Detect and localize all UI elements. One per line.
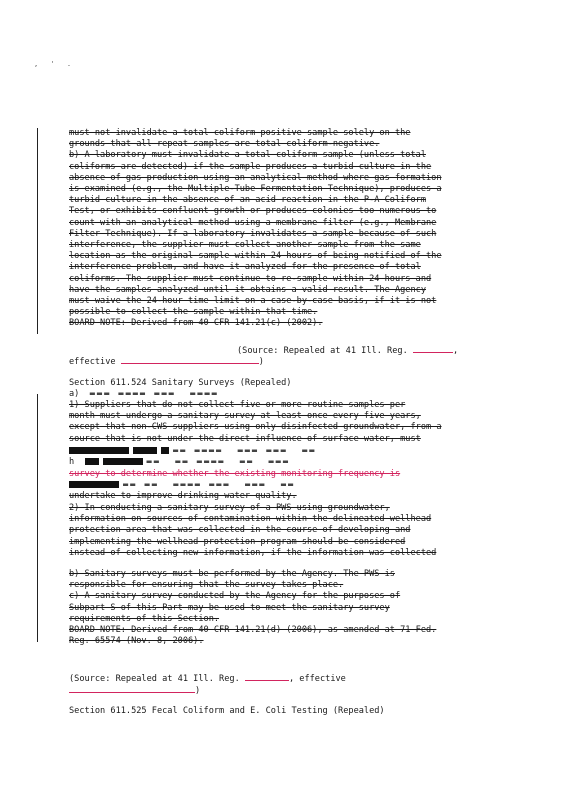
source-note-1: (Source: Repealed at 41 Ill. Reg. , xyxy=(237,346,459,356)
sec524b-line: protection area that was collected in the course of developing and xyxy=(69,525,411,536)
block1-line: possible to collect the sample within that time. xyxy=(69,307,318,318)
block1-line: interference, the supplier must collect another sample from the same xyxy=(69,240,421,250)
revision-bar xyxy=(37,394,38,642)
sec524a-line: source that is not under the direct influence of surface water, must xyxy=(69,433,421,444)
block1-line: b) A laboratory must invalidate a total coliform sample (unless total xyxy=(69,150,426,161)
block1-line: have the samples analyzed until it obtains a valid result. The Agency xyxy=(69,284,426,295)
sec524c-line: responsible for ensuring that the survey takes place. xyxy=(69,580,344,591)
sec524b-line: instead of collecting new information, if the information was collected xyxy=(69,547,437,558)
block1-line: Test, or exhibits confluent growth or produces colonies too numerous to xyxy=(69,206,437,217)
sec524c-line: requirements of this Section. xyxy=(69,613,220,624)
redacted-line-h: h ▬▬ ▬▬ ▬▬▬▬ ▬▬ ▬▬▬ xyxy=(69,457,291,467)
block1-line: absence of gas production using an analytical method where gas formation xyxy=(69,172,442,183)
sec524b-line: information on sources of contamination within the delineated wellhead xyxy=(69,514,432,525)
block1-line: must not invalidate a total coliform positive sample solely on the xyxy=(69,128,411,138)
revision-bar xyxy=(37,128,38,334)
sec524a-line: except that non-CWS suppliers using only disinfected groundwater, from a xyxy=(69,422,442,433)
redacted-line-2: ▬▬ ▬▬ ▬▬▬▬ ▬▬▬ ▬▬▬ ▬▬ xyxy=(69,480,509,490)
block1-line: coliforms are detected) if the sample produces a turbid culture in the xyxy=(69,161,432,172)
section-611-524-heading: Section 611.524 Sanitary Surveys (Repealed) xyxy=(69,378,292,388)
block1-line: must waive the 24-hour time limit on a case-by-case basis, if it is not xyxy=(69,296,437,306)
sec524c-line: c) A sanitary survey conducted by the Agency for the purposes of xyxy=(69,591,401,602)
block1-line: count with an analytical method using a membrane filter (e.g., Membrane xyxy=(69,217,437,228)
block1-line: grounds that all repeat samples are total coliform-negative. xyxy=(69,139,380,150)
redacted-line: ▬▬ ▬▬▬▬ ▬▬▬ ▬▬▬ ▬▬ xyxy=(69,446,509,456)
block1-line: location as the original sample within 24 hours of being notified of the xyxy=(69,251,442,262)
sec524a-line: 1) Suppliers that do not collect five or more routine samples per xyxy=(69,400,406,410)
item-a-line: a) ▬▬▬ ▬▬▬▬ ▬▬▬ ▬▬▬▬ xyxy=(69,389,219,399)
sec524b-line: 2) In conducting a sanitary survey of a PWS using groundwater, xyxy=(69,503,390,513)
undertake-line: undertake to improve drinking water quality. xyxy=(69,491,297,501)
block1-line: interference problem, and have it analyzed for the presence of total xyxy=(69,262,421,273)
sec524c-line: BOARD NOTE: Derived from 40 CFR 141.21(d) (2006), as amended at 71 Fed. xyxy=(69,625,437,635)
block1-line: Filter Technique). If a laboratory invalidates a sample because of such xyxy=(69,228,437,239)
block1-line: is examined (e.g., the Multiple-Tube Fermentation Technique), produces a xyxy=(69,184,442,194)
source-note-2-blank: ) xyxy=(69,684,509,696)
margin-marks: , ' . xyxy=(34,60,76,68)
sec524c-line: Reg. 65574 (Nov. 8, 2006). xyxy=(69,636,204,647)
source-note-2: (Source: Repealed at 41 Ill. Reg. , effective xyxy=(69,674,346,684)
inserted-red-line: survey to determine whether the existing monitoring frequency is xyxy=(69,469,401,479)
block1-line: coliforms. The supplier must continue to re-sample within 24 hours and xyxy=(69,273,432,284)
block1-line: BOARD NOTE: Derived from 40 CFR 141.21(c) (2002). xyxy=(69,318,323,329)
section-611-525-heading: Section 611.525 Fecal Coliform and E. Coli Testing (Repealed) xyxy=(69,706,385,716)
block1-line: turbid culture in the absence of an acid reaction in the P-A Coliform xyxy=(69,195,426,206)
source-note-1-effective: effective ) xyxy=(69,357,264,367)
sec524c-line: Subpart S of this Part may be used to meet the sanitary survey xyxy=(69,602,390,613)
sec524b-line: implementing the wellhead protection program should be considered xyxy=(69,536,406,547)
sec524c-line: b) Sanitary surveys must be performed by the Agency. The PWS is xyxy=(69,569,395,579)
sec524a-line: month must undergo a sanitary survey at least once every five years, xyxy=(69,411,421,422)
